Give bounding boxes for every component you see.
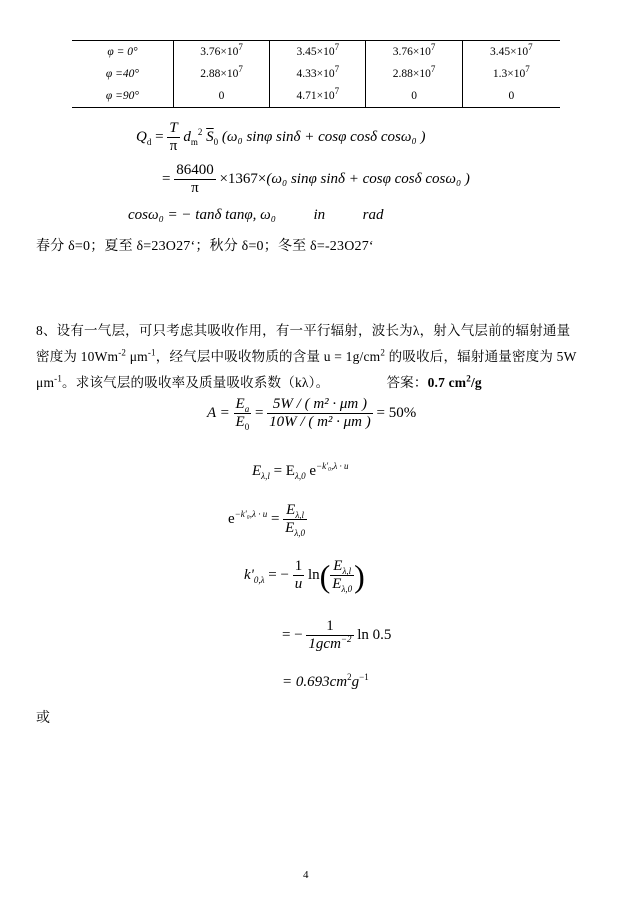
k-coefficient-equation: $k'_{0,\lambda}$ = − $\frac{1}{u}$ ln( $\frac{E_{\lambda,l}}{E_{\lambda,0}}$ ) — [244, 557, 365, 595]
cos-omega-line: cosω₀ = − tanδ tanφ, ω₀ in rad — [128, 207, 384, 223]
k-step-3: = $0.693cm^2g^{-1}$ — [282, 672, 369, 690]
absorptivity-equation: A = $\frac{E_a}{E_0}$ = $\frac{\text{5W / ( m² · μm )}}{\text{10W / ( m² · μm )}}$ = 50% — [207, 396, 417, 433]
page-number: 4 — [303, 869, 309, 881]
ln-fraction: $\frac{E_{\lambda,l}}{E_{\lambda,0}}$ — [332, 558, 353, 595]
t-over-pi: $\frac{T}{\pi}$ — [169, 120, 178, 155]
problem-line-2: 密度为 $10Wm^{-2}$ $\mu m^{-1}$，经气层中吸收物质的含量 $u = 1g/cm^2$ 的吸收后，辐射通量密度为 5W — [36, 347, 577, 364]
table-cell: $3.76\times 10^7$ — [366, 41, 462, 64]
qd-equation-line2: = $\frac{86400}{\pi}$ ×1367×(ω₀ sinφ sinδ + cosφ cosδ cosω₀ ) — [162, 162, 470, 197]
problem-line-1: 8、设有一气层，可只考虑其吸收作用，有一平行辐射，波长为λ，射入气层前的辐射通量 — [36, 323, 571, 338]
exp-ratio-equation: $e^{-k'_0,\lambda \cdot u}$ = $\frac{E_{\lambda,l}}{E_{\lambda,0}}$ — [228, 502, 305, 539]
flux-fraction: $\frac{E_{\lambda,l}}{E_{\lambda,0}}$ — [285, 502, 305, 539]
k-step-2: = − $\frac{1}{1gcm^{-2}}$ ln 0.5 — [282, 618, 392, 653]
ea-over-e0: $\frac{E_a}{E_0}$ — [235, 396, 250, 433]
number-over-pi: $\frac{86400}{\pi}$ — [176, 162, 214, 197]
table-cell: $2.88\times 10^7$ — [366, 63, 462, 85]
table-cell: $4.71\times 10^7$ — [270, 85, 366, 108]
table-row — [72, 85, 560, 108]
phi-table — [72, 40, 560, 108]
seasons-line: 春分 δ=0；夏至 δ=23O27‘；秋分 δ=0；冬至 δ=-23O27‘ — [36, 239, 374, 254]
one-over-mass: $\frac{1}{1gcm^{-2}}$ — [308, 618, 352, 653]
answer-label: 答案： — [386, 375, 428, 390]
table-row — [72, 41, 560, 64]
table-cell: 0 — [173, 85, 269, 108]
problem-line-3: $\mu m^{-1}$。求该气层的吸收率及质量吸收系数（kλ）。 答案：0.7 $cm^2/g$ — [36, 373, 482, 390]
table-cell: $3.45\times 10^7$ — [462, 41, 560, 64]
qd-equation-line1: $Q_d$ = $\frac{T}{\pi}$ $d_m^2$ $\overline{S}_0$ (ω₀ sinφ sinδ + cosφ cosδ cosω₀ ) — [136, 120, 426, 155]
table-cell: $1.3\times 10^7$ — [462, 63, 560, 85]
beer-law-equation: $E_{\lambda,l} = E_{\lambda,0}$ $e^{-k'_0,\lambda \cdot u}$ — [252, 461, 349, 481]
one-over-u: $\frac{1}{u}$ — [294, 558, 303, 593]
problem-8-text — [36, 318, 596, 396]
flux-ratio: $\frac{\text{5W / ( m² · μm )}}{\text{10W / ( m² · μm )}}$ — [269, 396, 371, 431]
table-cell: $3.76\times 10^7$ — [173, 41, 269, 64]
table-cell: φ =90° — [72, 85, 173, 108]
table-cell: φ = 0° — [72, 41, 173, 64]
table-cell: 0 — [366, 85, 462, 108]
answer-value: 0.7 $cm^2/g$ — [427, 373, 482, 390]
table-cell: 0 — [462, 85, 560, 108]
table-cell: $4.33\times 10^7$ — [270, 63, 366, 85]
table-cell: $2.88\times 10^7$ — [173, 63, 269, 85]
table-row — [72, 63, 560, 85]
table-cell: φ =40° — [105, 68, 140, 80]
or-text: 或 — [36, 711, 51, 726]
table-cell: $3.45\times 10^7$ — [270, 41, 366, 64]
